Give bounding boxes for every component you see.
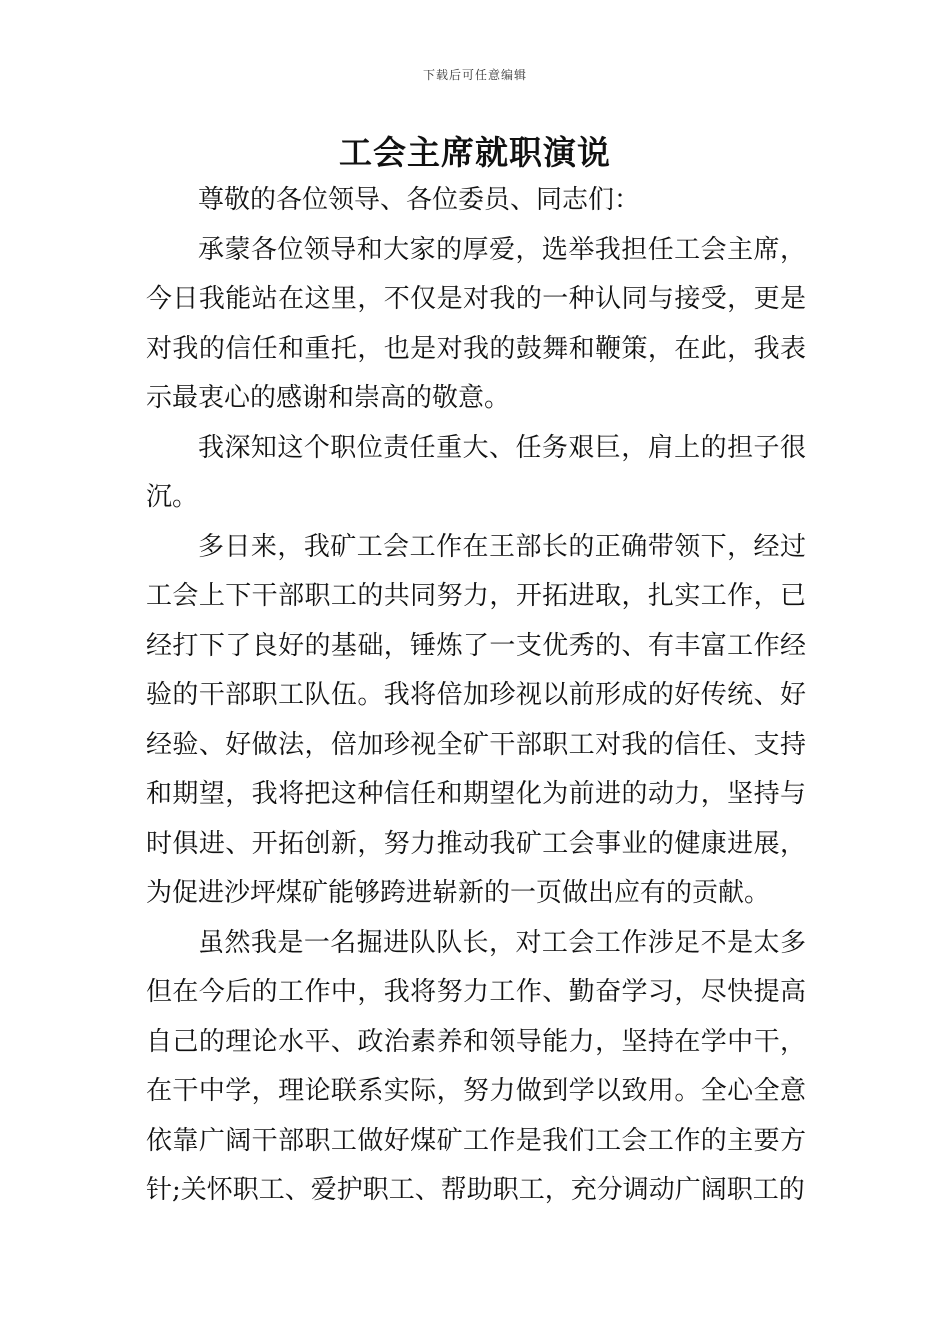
paragraph-2: 我深知这个职位责任重大、任务艰巨，肩上的担子很沉。 [146, 432, 806, 512]
document-body [146, 176, 806, 1216]
paragraph-4: 虽然我是一名掘进队队长，对工会工作涉足不是太多但在今后的工作中，我将努力工作、勤奋学习，尽快提高自己的理论水平、政治素养和领导能力，坚持在学中干，在干中学，理论联系实际，努力做到学以致用。全心全意依靠广阔干部职工做好煤矿工作是我们工会工作的主要方针;关怀职工、爱护职工、帮助职工，充分调动广阔职工的 [146, 927, 806, 1205]
document-title: 工会主席就职演说 [339, 133, 611, 172]
paragraph-3: 多日来，我矿工会工作在王部长的正确带领下，经过工会上下干部职工的共同努力，开拓进取，扎实工作，已经打下了良好的基础，锤炼了一支优秀的、有丰富工作经验的干部职工队伍。我将倍加珍视以前形成的好传统、好经验、好做法，倍加珍视全矿干部职工对我的信任、支持和期望，我将把这种信任和期望化为前进的动力，坚持与时俱进、开拓创新，努力推动我矿工会事业的健康进展，为促进沙坪煤矿能够跨进崭新的一页做出应有的贡献。 [146, 531, 806, 908]
header-note: 下载后可任意编辑 [422, 68, 527, 82]
salutation: 尊敬的各位领导、各位委员、同志们： [198, 185, 641, 215]
paragraph-1: 承蒙各位领导和大家的厚爱，选举我担任工会主席，今日我能站在这里，不仅是对我的一种认同与接受，更是对我的信任和重托，也是对我的鼓舞和鞭策，在此，我表示最衷心的感谢和崇高的敬意。 [146, 234, 806, 413]
